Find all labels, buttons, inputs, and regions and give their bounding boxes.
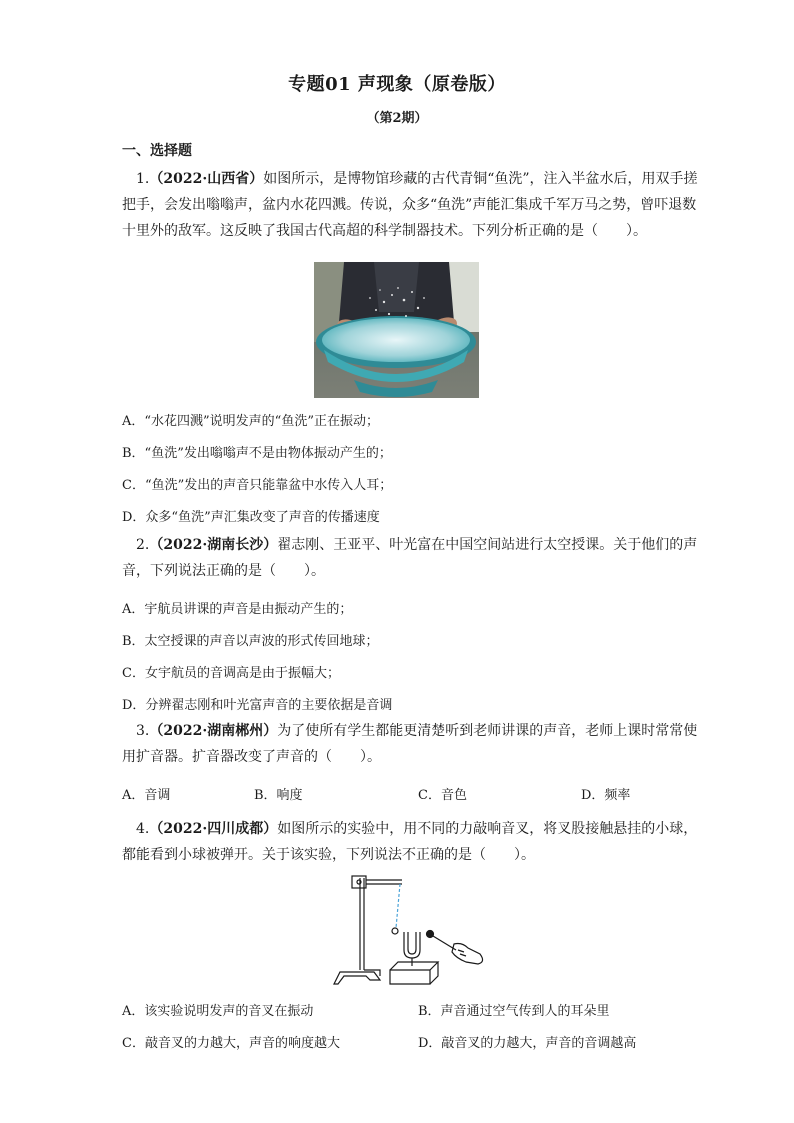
q3-option-c: C．音色: [418, 788, 467, 803]
q1-option-d: D．众多“鱼洗”声汇集改变了声音的传播速度: [122, 510, 380, 525]
question-4: [122, 816, 702, 868]
question-text: 翟志刚、王亚平、叶光富在中国空间站进行太空授课。关于他们的声音，下列说法正确的是（ ）。: [122, 537, 698, 579]
q4-option-d: D．敲音叉的力越大，声音的音调越高: [418, 1036, 637, 1051]
question-number: 2.: [136, 537, 150, 553]
question-number: 1.: [136, 171, 150, 187]
q1-option-c: C．“鱼洗”发出的声音只能靠盆中水传入人耳；: [122, 478, 393, 493]
q2-option-c: C．女宇航员的音调高是由于振幅大；: [122, 666, 340, 681]
q3-option-d: D．频率: [581, 788, 631, 803]
question-source: （2022·四川成都）: [149, 821, 278, 837]
question-1: [122, 166, 702, 244]
question-number: 3.: [136, 723, 150, 739]
question-text: 如图所示的实验中，用不同的力敲响音叉，将叉股接触悬挂的小球，都能看到小球被弹开。关于该实验，下列说法不正确的是（ ）。: [122, 821, 698, 863]
question-2: [122, 532, 702, 584]
question-source: （2022·湖南郴州）: [149, 723, 278, 739]
question-source: （2022·山西省）: [149, 171, 264, 187]
q3-option-b: B．响度: [254, 788, 303, 803]
page-title: 专题01 声现象（原卷版）: [288, 74, 506, 95]
q2-option-b: B．太空授课的声音以声波的形式传回地球；: [122, 634, 379, 649]
q2-option-d: D．分辨翟志刚和叶光富声音的主要依据是音调: [122, 698, 393, 713]
q2-option-a: A．宇航员讲课的声音是由振动产生的；: [122, 602, 353, 617]
question-text: 如图所示，是博物馆珍藏的古代青铜“鱼洗”，注入半盆水后，用双手搓把手，会发出嗡嗡声，盆内水花四溅。传说，众多“鱼洗”声能汇集成千军万马之势，曾吓退数十里外的敌军。这反映了我国古代高超的科学制器技术。下列分析正确的是（ ）。: [122, 171, 698, 239]
fish-basin-photo: [314, 262, 479, 398]
q1-option-a: A．“水花四溅”说明发声的“鱼洗”正在振动；: [122, 414, 379, 429]
question-text: 为了使所有学生都能更清楚听到老师讲课的声音，老师上课时常常使用扩音器。扩音器改变了声音的（ ）。: [122, 723, 698, 765]
q4-option-b: B．声音通过空气传到人的耳朵里: [418, 1004, 610, 1019]
section-heading: 一、选择题: [122, 143, 192, 159]
question-source: （2022·湖南长沙）: [149, 537, 278, 553]
q4-option-a: A．该实验说明发声的音叉在振动: [122, 1004, 314, 1019]
page-subtitle: （第2期）: [366, 111, 428, 126]
question-number: 4.: [136, 821, 150, 837]
q4-option-c: C．敲音叉的力越大，声音的响度越大: [122, 1036, 340, 1051]
q1-option-b: B．“鱼洗”发出嗡嗡声不是由物体振动产生的；: [122, 446, 392, 461]
question-3: [122, 718, 702, 770]
tuning-fork-apparatus-diagram: [330, 872, 490, 992]
q3-option-a: A．音调: [122, 788, 171, 803]
